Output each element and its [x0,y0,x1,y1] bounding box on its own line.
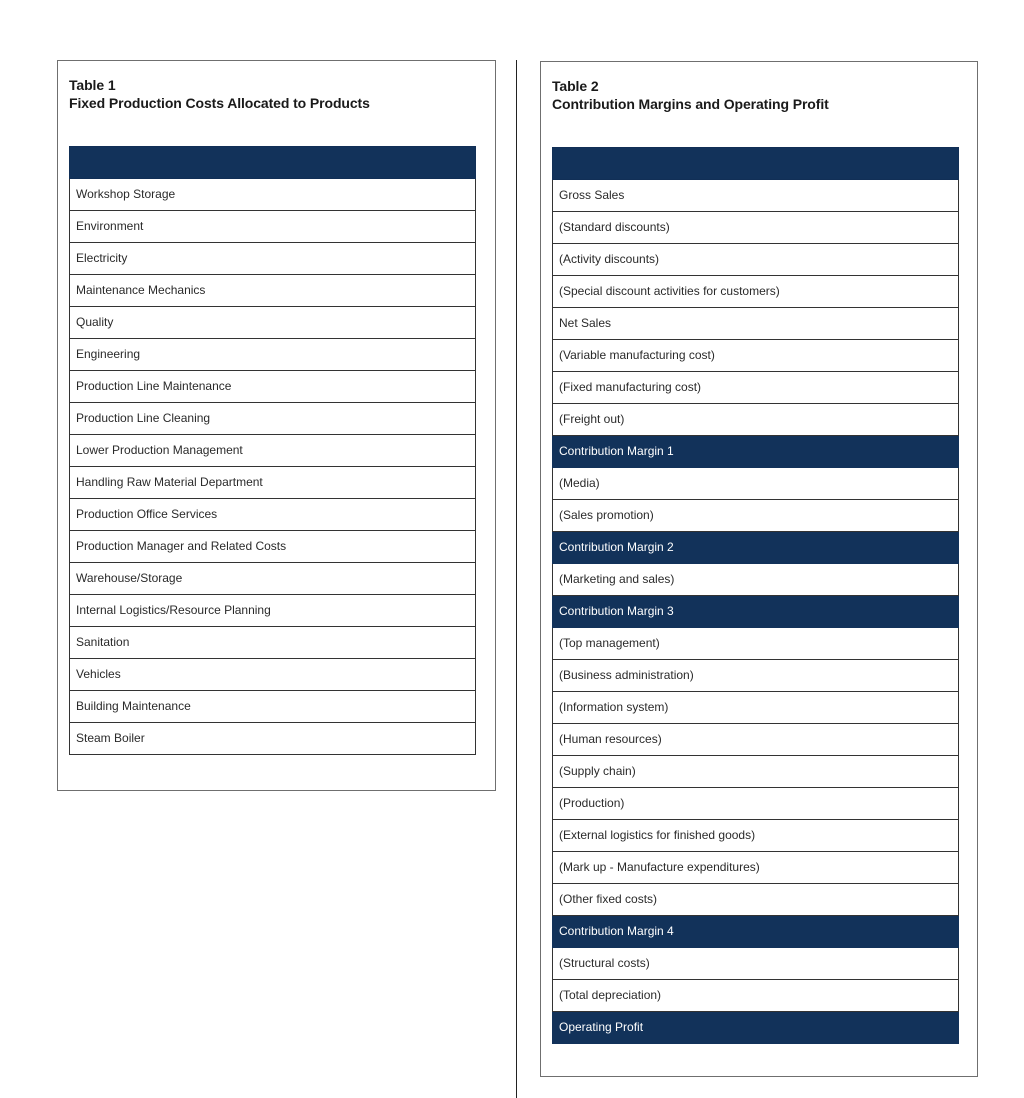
table-row: (Activity discounts) [552,244,959,276]
table-row: Production Office Services [69,499,476,531]
table-row: (Variable manufacturing cost) [552,340,959,372]
table-row: Building Maintenance [69,691,476,723]
table-row: (Supply chain) [552,756,959,788]
table-row: Gross Sales [552,180,959,212]
table-row: (Fixed manufacturing cost) [552,372,959,404]
table-row: Lower Production Management [69,435,476,467]
table-2-title: Contribution Margins and Operating Profit [552,96,829,112]
table-row: (Standard discounts) [552,212,959,244]
table-row: Warehouse/Storage [69,563,476,595]
subtotal-row: Contribution Margin 1 [552,436,959,468]
table-row: Electricity [69,243,476,275]
table-2-panel [540,61,978,1077]
table-row: (External logistics for finished goods) [552,820,959,852]
table-row: Quality [69,307,476,339]
table-row: (Human resources) [552,724,959,756]
table-row: (Information system) [552,692,959,724]
table-row: (Other fixed costs) [552,884,959,916]
table-2-header-row [552,147,959,180]
table-row: (Total depreciation) [552,980,959,1012]
table-row: (Sales promotion) [552,500,959,532]
table-1 [69,146,476,755]
table-row: Environment [69,211,476,243]
table-row: (Freight out) [552,404,959,436]
table-row: Production Line Cleaning [69,403,476,435]
table-row: (Special discount activities for customers) [552,276,959,308]
table-row: (Structural costs) [552,948,959,980]
table-row: Production Line Maintenance [69,371,476,403]
table-row: (Top management) [552,628,959,660]
table-row: Maintenance Mechanics [69,275,476,307]
subtotal-row: Contribution Margin 3 [552,596,959,628]
subtotal-row: Contribution Margin 4 [552,916,959,948]
table-row: Internal Logistics/Resource Planning [69,595,476,627]
total-row: Operating Profit [552,1012,959,1044]
table-2 [552,147,959,1044]
table-1-panel [57,60,496,791]
table-row: Sanitation [69,627,476,659]
table-row: Vehicles [69,659,476,691]
table-row: Production Manager and Related Costs [69,531,476,563]
table-row: Handling Raw Material Department [69,467,476,499]
table-1-label: Table 1 [69,77,116,93]
table-1-title-block [69,76,370,112]
table-2-label: Table 2 [552,78,599,94]
column-divider [516,60,517,1098]
subtotal-row: Contribution Margin 2 [552,532,959,564]
table-row: (Media) [552,468,959,500]
table-row: Engineering [69,339,476,371]
table-row: Net Sales [552,308,959,340]
table-row: Workshop Storage [69,179,476,211]
table-1-title: Fixed Production Costs Allocated to Products [69,95,370,111]
table-row: (Marketing and sales) [552,564,959,596]
table-row: (Production) [552,788,959,820]
table-row: Steam Boiler [69,723,476,755]
table-1-header-row [69,146,476,179]
table-2-title-block [552,77,829,113]
table-row: (Business administration) [552,660,959,692]
table-row: (Mark up - Manufacture expenditures) [552,852,959,884]
